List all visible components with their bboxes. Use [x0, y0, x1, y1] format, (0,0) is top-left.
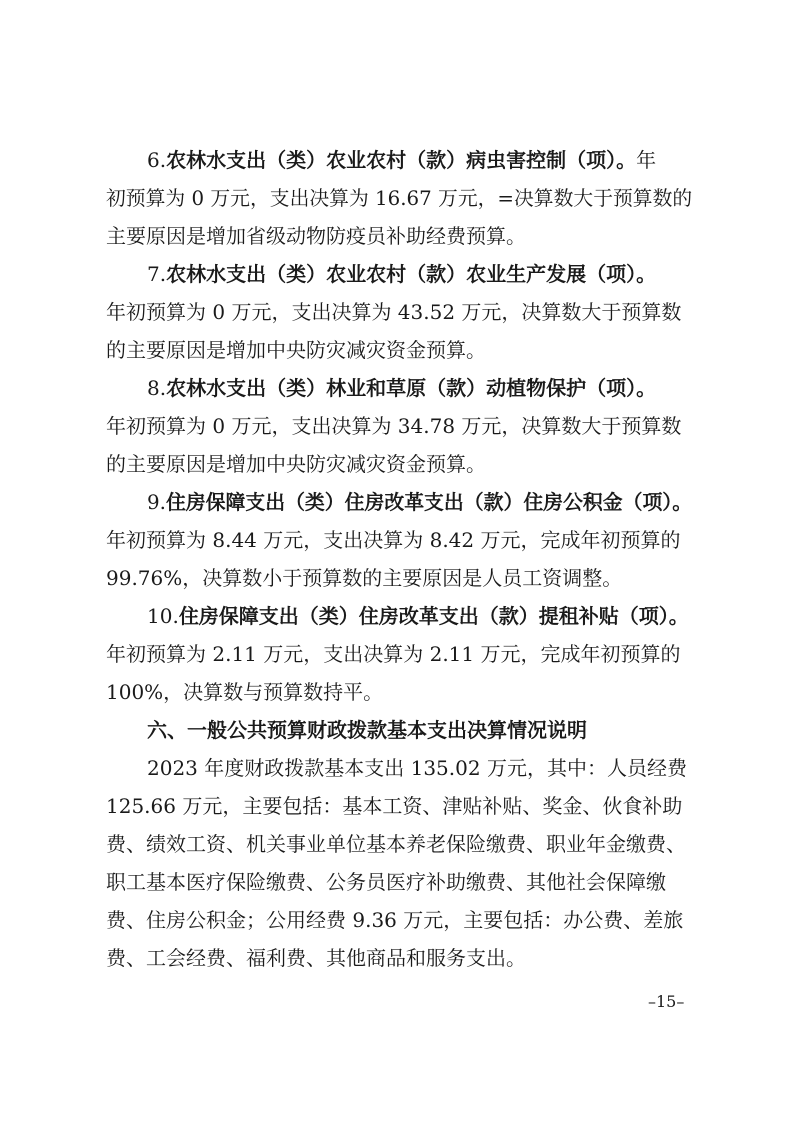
item-6-title: 农林水支出（类）农业农村（款）病虫害控制（项）。: [166, 148, 637, 172]
item-6-number: 6.: [147, 148, 167, 172]
section-6-heading: 六、一般公共预算财政拨款基本支出决算情况说明: [147, 718, 587, 742]
item-9-number: 9.: [147, 490, 166, 514]
item-7-number: 7.: [147, 262, 167, 286]
item-10-title: 住房保障支出（类）住房改革支出（款）提租补贴（项）。: [178, 604, 689, 628]
item-8-line-1: [147, 376, 656, 402]
item-7-title: 农林水支出（类）农业农村（款）农业生产发展（项）。: [166, 262, 657, 286]
section-6-para-line-2: 125.66 万元，主要包括：基本工资、津贴补贴、奖金、伙食补助: [106, 794, 683, 818]
item-9-line-3: 99.76%，决算数小于预算数的主要原因是人员工资调整。: [106, 566, 623, 590]
item-10-number: 10.: [147, 604, 179, 628]
item-6-line-1: [147, 148, 656, 174]
item-7-line-3: 的主要原因是增加中央防灾减灾资金预算。: [106, 338, 486, 362]
section-6-para-line-3: 费、绩效工资、机关事业单位基本养老保险缴费、职业年金缴费、: [106, 832, 686, 856]
item-8-line-2: 年初预算为 0 万元，支出决算为 34.78 万元，决算数大于预算数: [106, 414, 682, 438]
item-9-title: 住房保障支出（类）住房改革支出（款）住房公积金（项）。: [165, 490, 693, 514]
item-6-line-1-rest: 年: [636, 148, 657, 172]
item-10-line-3: 100%，决算数与预算数持平。: [106, 680, 384, 704]
item-6-line-3: 主要原因是增加省级动物防疫员补助经费预算。: [106, 224, 526, 248]
section-6-para-line-1: 2023 年度财政拨款基本支出 135.02 万元，其中：人员经费: [147, 756, 687, 780]
item-7-line-2: 年初预算为 0 万元，支出决算为 43.52 万元，决算数大于预算数: [106, 300, 682, 324]
item-9-line-1: [147, 490, 692, 516]
section-6-para-line-6: 费、工会经费、福利费、其他商品和服务支出。: [106, 946, 526, 970]
item-10-line-2: 年初预算为 2.11 万元，支出决算为 2.11 万元，完成年初预算的: [106, 642, 681, 666]
item-8-number: 8.: [147, 376, 167, 400]
item-10-line-1: [147, 604, 689, 630]
page-number: –15–: [648, 992, 685, 1011]
section-6-para-line-4: 职工基本医疗保险缴费、公务员医疗补助缴费、其他社会保障缴: [106, 870, 666, 894]
item-8-line-3: 的主要原因是增加中央防灾减灾资金预算。: [106, 452, 486, 476]
section-6-para-line-5: 费、住房公积金；公用经费 9.36 万元，主要包括：办公费、差旅: [106, 908, 684, 932]
item-9-line-2: 年初预算为 8.44 万元，支出决算为 8.42 万元，完成年初预算的: [106, 528, 681, 552]
item-6-line-2: 初预算为 0 万元，支出决算为 16.67 万元，=决算数大于预算数的: [106, 186, 693, 210]
item-7-line-1: [147, 262, 656, 288]
item-8-title: 农林水支出（类）林业和草原（款）动植物保护（项）。: [166, 376, 657, 400]
